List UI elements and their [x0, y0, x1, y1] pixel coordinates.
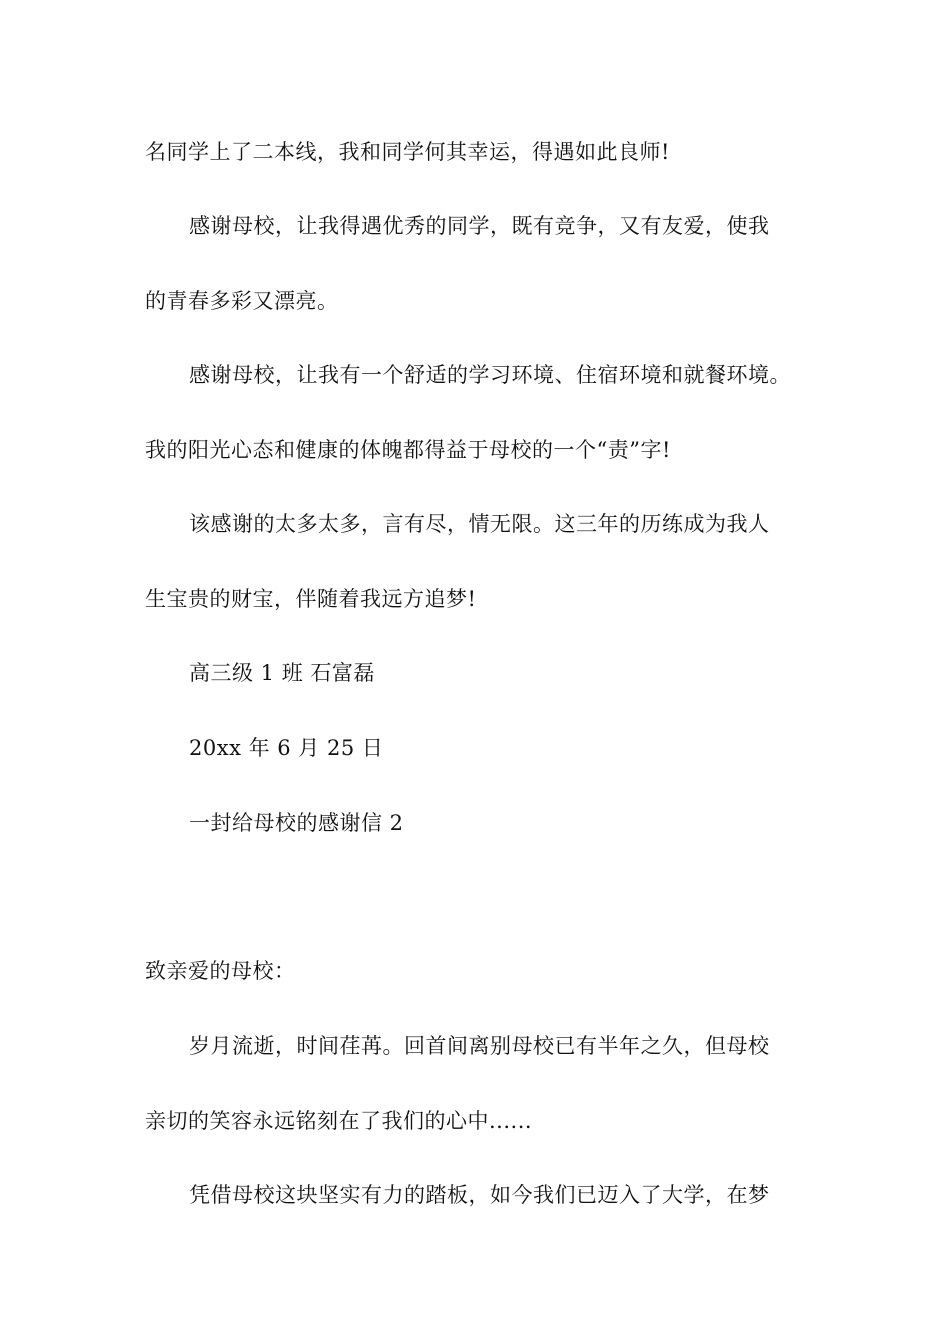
paragraph-line-6: 该感谢的太多太多，言有尽，情无限。这三年的历练成为我人: [189, 512, 770, 536]
paragraph-line-3: 的青春多彩又漂亮。: [145, 289, 339, 313]
section-title: 一封给母校的感谢信 2: [189, 811, 404, 835]
paragraph-line-1: 名同学上了二本线，我和同学何其幸运，得遇如此良师!: [145, 140, 670, 164]
signature-date: 20xx 年 6 月 25 日: [189, 736, 384, 760]
salutation: 致亲爱的母校：: [145, 959, 296, 983]
paragraph-line-7: 生宝贵的财宝，伴随着我远方追梦!: [145, 587, 477, 611]
paragraph-line-9: 亲切的笑容永远铭刻在了我们的心中......: [145, 1109, 533, 1133]
signature-class-name: 高三级 1 班 石富磊: [189, 661, 375, 685]
paragraph-line-8: 岁月流逝，时间荏苒。回首间离别母校已有半年之久，但母校: [189, 1034, 770, 1058]
paragraph-line-5: 我的阳光心态和健康的体魄都得益于母校的一个“责”字!: [145, 438, 671, 462]
paragraph-line-2: 感谢母校，让我得遇优秀的同学，既有竞争，又有友爱，使我: [189, 214, 770, 238]
paragraph-line-4: 感谢母校，让我有一个舒适的学习环境、住宿环境和就餐环境。: [189, 363, 791, 387]
paragraph-line-10: 凭借母校这块坚实有力的踏板，如今我们已迈入了大学，在梦: [189, 1183, 770, 1207]
